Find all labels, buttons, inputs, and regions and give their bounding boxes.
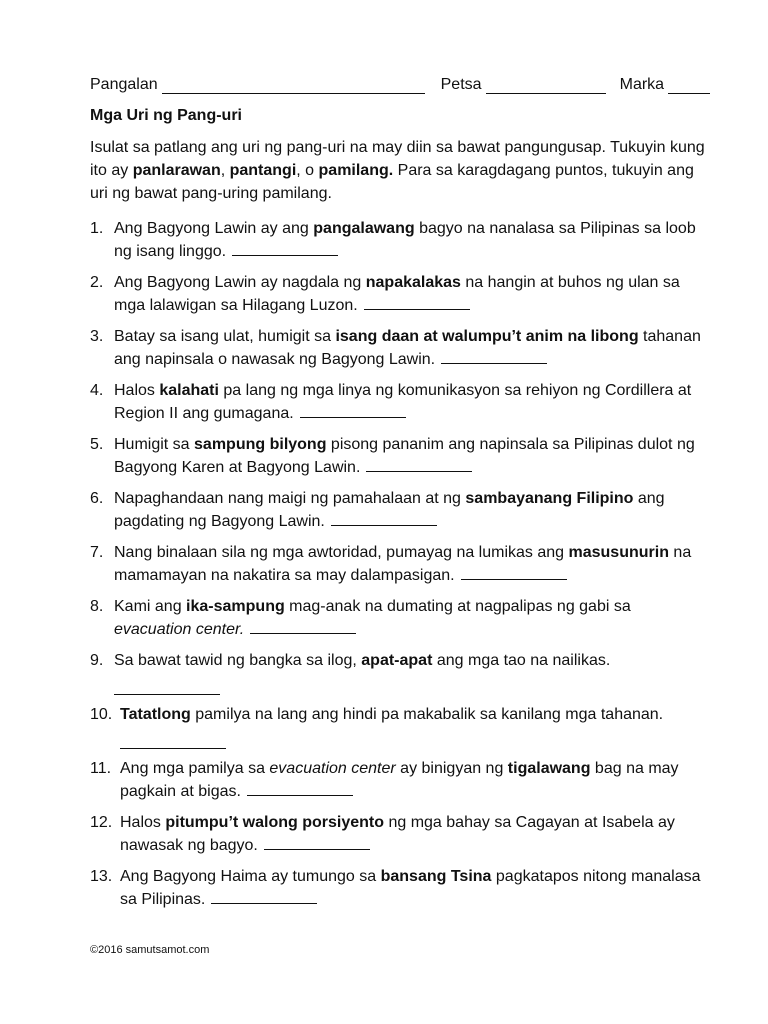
question-text: bagyo na nanalasa sa Pilipinas sa loob ng isang linggo.	[114, 220, 696, 260]
highlighted-adjective: ika-sampung	[186, 598, 285, 615]
instructions-text-1: Isulat sa patlang ang uri ng pang-uri na may diin sa bawat pangungusap. Tukuyin kung ito ay	[90, 139, 705, 179]
question-text: ng mga bahay sa Cagayan at Isabela ay nawasak ng bagyo.	[120, 814, 675, 854]
answer-blank[interactable]	[300, 402, 406, 418]
question-item	[90, 271, 710, 317]
answer-blank[interactable]	[441, 348, 547, 364]
question-item	[90, 217, 710, 263]
highlighted-adjective: isang daan at walumpu’t anim na libong	[335, 328, 639, 345]
highlighted-adjective: Tatatlong	[120, 706, 191, 723]
question-number: 13.	[90, 868, 113, 885]
question-number: 4.	[90, 382, 104, 399]
question-text: Humigit sa	[114, 436, 195, 453]
highlighted-adjective: masusunurin	[568, 544, 669, 561]
answer-blank[interactable]	[364, 294, 470, 310]
instructions	[90, 136, 710, 205]
worksheet-title: Mga Uri ng Pang-uri	[90, 107, 242, 124]
question-item	[90, 325, 710, 371]
question-number: 11.	[90, 760, 112, 777]
question-text: ang mga tao na nailikas.	[432, 652, 611, 669]
instructions-sep-1: ,	[220, 162, 230, 179]
question-item	[90, 865, 710, 911]
question-text: Nang binalaan sila ng mga awtoridad, pumayag na lumikas ang	[114, 544, 569, 561]
highlighted-adjective: napakalakas	[365, 274, 461, 291]
copyright-footer: ©2016 samutsamot.com	[90, 944, 210, 956]
question-number: 12.	[90, 814, 113, 831]
date-label: Petsa	[440, 76, 482, 93]
question-text: Ang Bagyong Haima ay tumungo sa	[120, 868, 381, 885]
highlighted-adjective: kalahati	[159, 382, 219, 399]
question-text: tahanan ang napinsala o nawasak ng Bagyong Lawin.	[114, 328, 701, 368]
highlighted-adjective: apat-apat	[361, 652, 433, 669]
question-number: 1.	[90, 220, 104, 237]
answer-blank[interactable]	[247, 780, 353, 796]
question-number: 8.	[90, 598, 104, 615]
worksheet	[90, 70, 710, 919]
instructions-text-2: Para sa karagdagang puntos, tukuyin ang uri ng bawat pang-uring pamilang.	[90, 162, 694, 202]
highlighted-adjective: bansang Tsina	[380, 868, 492, 885]
name-blank[interactable]	[162, 77, 425, 94]
italic-term: evacuation center.	[114, 621, 245, 638]
highlighted-adjective: sambayanang Filipino	[465, 490, 634, 507]
question-number: 9.	[90, 652, 104, 669]
question-item	[90, 703, 710, 749]
grade-label: Marka	[619, 76, 665, 93]
question-number: 7.	[90, 544, 104, 561]
question-text: na hangin at buhos ng ulan sa mga lalawigan sa Hilagang Luzon.	[114, 274, 680, 314]
question-number: 3.	[90, 328, 104, 345]
answer-blank[interactable]	[211, 888, 317, 904]
answer-blank[interactable]	[331, 510, 437, 526]
question-text: bag na may pagkain at bigas.	[120, 760, 679, 800]
question-number: 5.	[90, 436, 104, 453]
question-item	[90, 649, 710, 695]
question-text: Kami ang	[114, 598, 187, 615]
student-info-row	[90, 70, 710, 94]
question-text: mag-anak na dumating at nagpalipas ng gabi sa	[284, 598, 631, 615]
answer-blank[interactable]	[366, 456, 472, 472]
name-label: Pangalan	[90, 76, 158, 93]
question-list	[90, 217, 710, 911]
highlighted-adjective: pangalawang	[313, 220, 415, 237]
grade-blank[interactable]	[668, 77, 710, 94]
instructions-type-1: panlarawan	[132, 162, 221, 179]
instructions-type-2: pantangi	[229, 162, 297, 179]
question-number: 2.	[90, 274, 104, 291]
answer-blank[interactable]	[461, 564, 567, 580]
answer-blank[interactable]	[250, 618, 356, 634]
question-text: ay binigyan ng	[395, 760, 508, 777]
question-item	[90, 433, 710, 479]
question-number: 10.	[90, 706, 113, 723]
highlighted-adjective: sampung bilyong	[194, 436, 327, 453]
question-text: Halos	[120, 814, 166, 831]
italic-term: evacuation center	[269, 760, 396, 777]
question-text: Sa bawat tawid ng bangka sa ilog,	[114, 652, 362, 669]
date-blank[interactable]	[486, 77, 606, 94]
question-item	[90, 595, 710, 641]
question-item	[90, 757, 710, 803]
question-text: Ang Bagyong Lawin ay nagdala ng	[114, 274, 366, 291]
question-text: Ang Bagyong Lawin ay ang	[114, 220, 314, 237]
question-text: pisong pananim ang napinsala sa Pilipinas dulot ng Bagyong Karen at Bagyong Lawin.	[114, 436, 695, 476]
instructions-sep-2: , o	[296, 162, 319, 179]
question-item	[90, 487, 710, 533]
answer-blank[interactable]	[114, 674, 220, 695]
question-item	[90, 811, 710, 857]
question-item	[90, 541, 710, 587]
question-item	[90, 379, 710, 425]
instructions-type-3: pamilang.	[318, 162, 394, 179]
question-text: pamilya na lang ang hindi pa makabalik sa kanilang mga tahanan.	[190, 706, 664, 723]
highlighted-adjective: pitumpu’t walong porsiyento	[165, 814, 385, 831]
question-text: Ang mga pamilya sa	[120, 760, 270, 777]
question-number: 6.	[90, 490, 104, 507]
question-text: Napaghandaan nang maigi ng pamahalaan at ng	[114, 490, 466, 507]
question-text: pagkatapos nitong manalasa sa Pilipinas.	[120, 868, 701, 908]
question-text: ang pagdating ng Bagyong Lawin.	[114, 490, 665, 530]
highlighted-adjective: tigalawang	[507, 760, 591, 777]
answer-blank[interactable]	[120, 728, 226, 749]
answer-blank[interactable]	[264, 834, 370, 850]
answer-blank[interactable]	[232, 240, 338, 256]
question-text: Halos	[114, 382, 160, 399]
question-text: pa lang ng mga linya ng komunikasyon sa rehiyon ng Cordillera at Region II ang gumagana.	[114, 382, 692, 422]
question-text: Batay sa isang ulat, humigit sa	[114, 328, 336, 345]
question-text: na mamamayan na nakatira sa may dalampasigan.	[114, 544, 692, 584]
